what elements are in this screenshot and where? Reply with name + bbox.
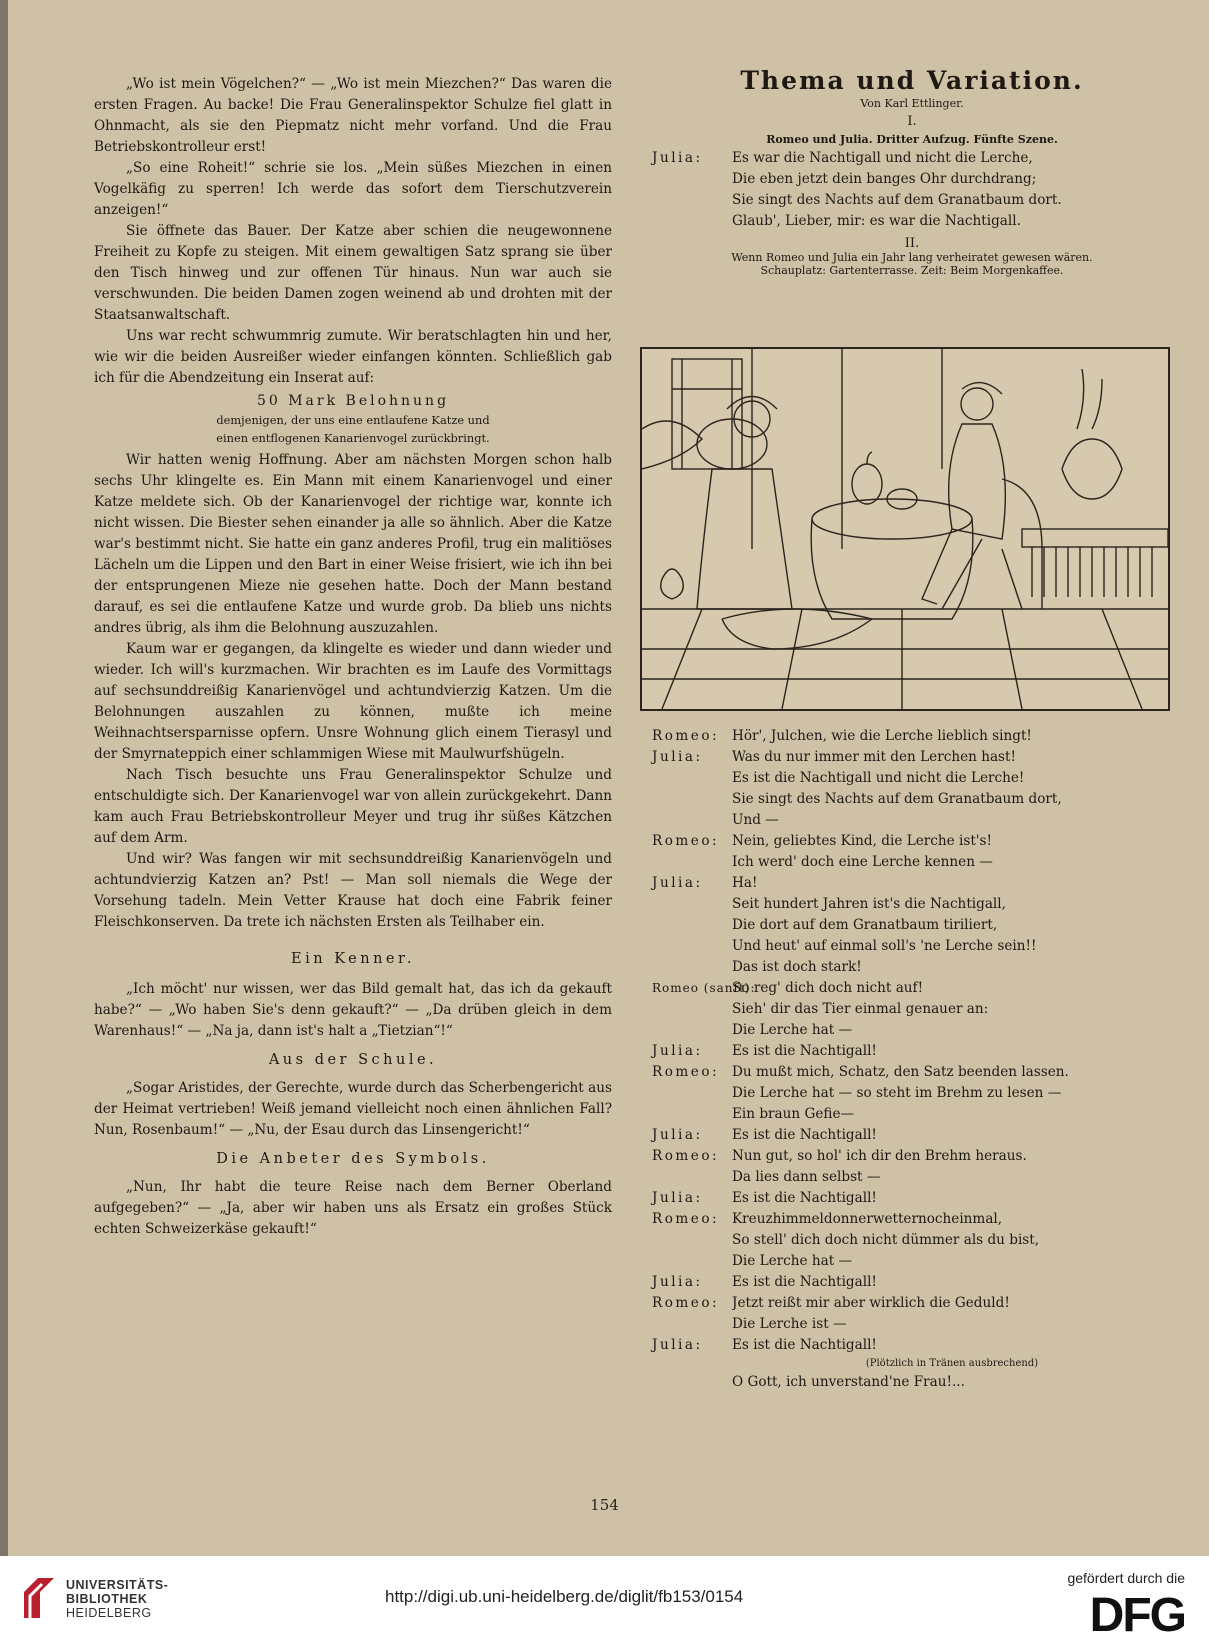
line-text: O Gott, ich unverstand'ne Frau!... — [732, 1374, 965, 1390]
line-text: Da lies dann selbst — — [732, 1169, 881, 1185]
line-text: Seit hundert Jahren ist's die Nachtigall, — [732, 896, 1006, 912]
paragraph: Uns war recht schwummrig zumute. Wir beratschlagten hin und her, wie wir die beiden Ausreißer wieder einfangen könnten. Schließlich gab ich für die Abendzeitung ein Inserat auf: — [94, 328, 612, 386]
dialog-line — [652, 1062, 1172, 1083]
dialog-line — [652, 894, 1172, 915]
line-text: Und heut' auf einmal soll's 'ne Lerche sein!! — [732, 938, 1037, 954]
scene-heading: Schauplatz: Gartenterrasse. Zeit: Beim Morgenkaffee. — [760, 264, 1064, 277]
line-text: Sie singt des Nachts auf dem Granatbaum dort, — [732, 791, 1062, 807]
line-text: Es ist die Nachtigall! — [732, 1127, 877, 1143]
line-text: Es ist die Nachtigall! — [732, 1043, 877, 1059]
dialog-line — [652, 831, 1172, 852]
speaker — [652, 789, 732, 810]
dialog-line — [652, 1188, 1172, 1209]
line-text: Es ist die Nachtigall! — [732, 1274, 877, 1290]
dialog-line — [652, 148, 1172, 169]
dialog-line — [652, 747, 1172, 768]
dialog-line — [652, 1209, 1172, 1230]
line-text: Ha! — [732, 875, 758, 891]
dialog-line — [652, 936, 1172, 957]
dialog-line — [652, 1104, 1172, 1125]
speaker — [652, 1230, 732, 1251]
line-text: Die Lerche hat — so steht im Brehm zu lesen — — [732, 1085, 1062, 1101]
dialog-line — [652, 957, 1172, 978]
part-number: I. — [907, 114, 917, 129]
speaker: Julia: — [652, 1043, 703, 1059]
speaker — [652, 852, 732, 873]
paragraph: Nach Tisch besuchte uns Frau Generalinspektor Schulze und entschuldigte sich. Der Kanarienvogel war von allein zurückgekehrt. Dann kam auch Frau Betriebskontrolleur Meyer und trug ihr süßes Kätzchen auf dem Arm. — [94, 767, 612, 846]
line-text: Es war die Nachtigall und nicht die Lerche, — [732, 150, 1033, 166]
line-text: Du mußt mich, Schatz, den Satz beenden lassen. — [732, 1064, 1069, 1080]
dialog-line — [652, 1230, 1172, 1251]
library-line: UNIVERSITÄTS- — [66, 1578, 169, 1592]
speaker — [652, 169, 732, 190]
speaker: Romeo: — [652, 728, 720, 744]
speaker — [652, 768, 732, 789]
dialog-line — [652, 915, 1172, 936]
dialog-line — [652, 768, 1172, 789]
line-text: So stell' dich doch nicht dümmer als du bist, — [732, 1232, 1040, 1248]
dialog-line — [652, 1251, 1172, 1272]
dialog-line — [652, 852, 1172, 873]
dialog-line — [652, 978, 1172, 999]
article-author: Von Karl Ettlinger. — [860, 97, 964, 110]
line-text: Jetzt reißt mir aber wirklich die Geduld! — [732, 1295, 1010, 1311]
paragraph: Kaum war er gegangen, da klingelte es wieder und dann wieder und wieder. Ich will's kurzmachen. Wir brachten es im Laufe des Vormittags auf sechsunddreißig Kanarienvögel und achtundvierzig Katzen. Um die Belohnungen auszahlen zu können, mußte ich meine Weihnachtsersparnisse opfern. Unsre Wohnung glich einem Tierasyl und der Smyrnateppich einer schlammigen Wiese mit Maulwurfshügeln. — [94, 641, 612, 762]
speaker — [652, 1167, 732, 1188]
scene-heading: Romeo und Julia. Dritter Aufzug. Fünfte Szene. — [766, 133, 1058, 146]
line-text: Was du nur immer mit den Lerchen hast! — [732, 749, 1016, 765]
speaker — [652, 1314, 732, 1335]
footer-bar — [0, 1556, 1209, 1644]
paragraph: Sie öffnete das Bauer. Der Katze aber schien die neugewonnene Freiheit zu Kopfe zu steigen. Mit einem gewaltigen Satz sprang sie über den Tisch hinweg und zur offenen Tür hinaus. Nun war auch sie verschwunden. Die beiden Damen zogen weinend ab und drohten mit der Staatsanwaltschaft. — [94, 223, 612, 323]
right-column-dialog — [652, 726, 1172, 1393]
line-text: Die Lerche hat — — [732, 1253, 853, 1269]
speaker: Julia: — [652, 1190, 703, 1206]
illustration-breakfast-scene — [640, 347, 1170, 711]
speaker: Julia: — [652, 1337, 703, 1353]
paragraph: „So eine Roheit!“ schrie sie los. „Mein süßes Miezchen in einen Vogelkäfig zu sperren! Ich werde das sofort dem Tierschutzverein anzeigen!“ — [94, 160, 612, 218]
dialog-line — [652, 1335, 1172, 1356]
stage-direction: (Plötzlich in Tränen ausbrechend) — [865, 1358, 1039, 1369]
line-text: Sieh' dir das Tier einmal genauer an: — [732, 1001, 989, 1017]
line-text: Es ist die Nachtigall und nicht die Lerche! — [732, 770, 1025, 786]
speaker: Julia: — [652, 749, 703, 765]
library-name — [66, 1578, 168, 1620]
ad-line: demjenigen, der uns eine entlaufene Katze und — [216, 413, 490, 427]
speaker: Julia: — [652, 1274, 703, 1290]
line-text: Es ist die Nachtigall! — [732, 1190, 877, 1206]
section-title-kenner: Ein Kenner. — [291, 951, 415, 967]
right-column — [652, 66, 1172, 277]
line-text: Die eben jetzt dein banges Ohr durchdrang; — [732, 171, 1037, 187]
section-title-schule: Aus der Schule. — [268, 1052, 438, 1068]
speaker — [652, 190, 732, 211]
university-logo-icon — [20, 1572, 58, 1622]
dialog-line — [652, 726, 1172, 747]
line-text: Nun gut, so hol' ich dir den Brehm heraus. — [732, 1148, 1027, 1164]
line-text: Und — — [732, 812, 779, 828]
line-text: So reg' dich doch nicht auf! — [732, 980, 924, 996]
speaker — [652, 1372, 732, 1393]
paragraph: Wir hatten wenig Hoffnung. Aber am nächsten Morgen schon halb sechs Uhr klingelte es. Ein Mann mit einem Kanarienvogel und einer Katze meldete sich. Ob der Kanarienvogel der richtige war, konnte ich nicht wissen. Die Biester sehen einander ja alle so ähnlich. Aber die Katze war's bestimmt nicht. Sie hatte ein ganz anderes Profil, trug ein malitiöses Lächeln um die Lippen und den Bart in einer Weise frisiert, wie ich ihn bei der entsprungenen Mieze nie gesehen hatte. Doch der Mann bestand darauf, es sei die entlaufene Katze und wurde grob. Da blieb uns nichts andres übrig, als ihm die Belohnung auszuzahlen. — [94, 452, 612, 636]
dialog-line — [652, 169, 1172, 190]
library-line: BIBLIOTHEK — [66, 1592, 148, 1606]
dialog-line — [652, 190, 1172, 211]
speaker — [652, 957, 732, 978]
line-text: Hör', Julchen, wie die Lerche lieblich singt! — [732, 728, 1032, 744]
speaker: Romeo: — [652, 1295, 720, 1311]
speaker: Romeo: — [652, 1211, 720, 1227]
line-text: Kreuzhimmeldonnerwetternocheinmal, — [732, 1211, 1003, 1227]
dialog-line — [652, 873, 1172, 894]
article-title: Thema und Variation. — [740, 66, 1084, 95]
section-title-symbol: Die Anbeter des Symbols. — [216, 1151, 490, 1167]
line-text: Das ist doch stark! — [732, 959, 862, 975]
dialog-line — [652, 1083, 1172, 1104]
ad-line: einen entflogenen Kanarienvogel zurückbringt. — [216, 431, 490, 445]
dialog-line — [652, 1293, 1172, 1314]
line-text: Die dort auf dem Granatbaum tiriliert, — [732, 917, 998, 933]
dialog-line — [652, 999, 1172, 1020]
ad-title: 50 Mark Belohnung — [256, 393, 450, 409]
dialog-block-2 — [652, 726, 1172, 1356]
dialog-line — [652, 1125, 1172, 1146]
line-text: Sie singt des Nachts auf dem Granatbaum dort. — [732, 192, 1062, 208]
speaker — [652, 810, 732, 831]
dialog-block-1 — [652, 148, 1172, 232]
speaker — [652, 1251, 732, 1272]
dialog-line — [652, 1020, 1172, 1041]
paragraph: Und wir? Was fangen wir mit sechsunddreißig Kanarienvögeln und achtundvierzig Katzen an? Pst! — Man soll niemals die Wege der Vorsehung tadeln. Mein Vetter Krause hat doch eine Fabrik feiner Fleischkonserven. Da trete ich nächsten Ersten als Teilhaber ein. — [94, 851, 612, 930]
paragraph: „Wo ist mein Vögelchen?“ — „Wo ist mein Miezchen?“ Das waren die ersten Fragen. Au backe! Die Frau Generalinspektor Schulze fiel glatt in Ohnmacht, als sie den Piepmatz nicht mehr vorfand. Und die Frau Betriebskontrolleur erst! — [94, 76, 612, 155]
dfg-logo: DFG — [1089, 1589, 1185, 1642]
speaker: Romeo: — [652, 833, 720, 849]
part-number: II. — [904, 236, 920, 251]
paragraph: „Nun, Ihr habt die teure Reise nach dem Berner Oberland aufgegeben?“ — „Ja, aber wir haben uns als Ersatz ein großes Stück echten Schweizerkäse gekauft!“ — [94, 1179, 612, 1237]
line-text: Ich werd' doch eine Lerche kennen — — [732, 854, 993, 870]
left-column — [94, 74, 612, 1240]
dialog-line — [652, 1314, 1172, 1335]
dialog-line — [652, 1372, 1172, 1393]
speaker: Julia: — [652, 875, 703, 891]
paragraph: „Ich möcht' nur wissen, wer das Bild gemalt hat, das ich da gekauft habe?“ — „Wo haben Sie's denn gekauft?“ — „Da drüben gleich in dem Warenhaus!“ — „Na ja, dann ist's halt a „Tietzian“!“ — [94, 981, 612, 1039]
speaker: Romeo: — [652, 1064, 720, 1080]
speaker — [652, 894, 732, 915]
speaker — [652, 1020, 732, 1041]
speaker — [652, 211, 732, 232]
scene-heading: Wenn Romeo und Julia ein Jahr lang verheiratet gewesen wären. — [731, 251, 1093, 264]
speaker: Julia: — [652, 150, 703, 166]
line-text: Es ist die Nachtigall! — [732, 1337, 877, 1353]
speaker — [652, 1083, 732, 1104]
line-text: Die Lerche ist — — [732, 1316, 847, 1332]
dialog-line — [652, 789, 1172, 810]
speaker: Romeo (sanft): — [652, 981, 756, 995]
dialog-line — [652, 1167, 1172, 1188]
speaker — [652, 915, 732, 936]
permalink-url[interactable]: http://digi.ub.uni-heidelberg.de/diglit/fb153/0154 — [385, 1587, 744, 1606]
illustration-drawing — [642, 349, 1168, 709]
line-text: Die Lerche hat — — [732, 1022, 853, 1038]
dialog-line — [652, 1041, 1172, 1062]
dialog-line — [652, 810, 1172, 831]
line-text: Nein, geliebtes Kind, die Lerche ist's! — [732, 833, 992, 849]
dialog-line — [652, 211, 1172, 232]
paragraph: „Sogar Aristides, der Gerechte, wurde durch das Scherbengericht aus der Heimat vertrieben! Weiß jemand vielleicht noch einen ähnlichen Fall? Nun, Rosenbaum!“ — „Nu, der Esau durch das Linsengericht!“ — [94, 1080, 612, 1138]
line-text: Glaub', Lieber, mir: es war die Nachtigall. — [732, 213, 1021, 229]
funded-by-caption: gefördert durch die — [1067, 1570, 1185, 1586]
line-text: Ein braun Gefie— — [732, 1106, 855, 1122]
speaker: Romeo: — [652, 1148, 720, 1164]
dialog-line — [652, 1272, 1172, 1293]
speaker: Julia: — [652, 1127, 703, 1143]
speaker — [652, 999, 732, 1020]
speaker — [652, 1104, 732, 1125]
page-number: 154 — [590, 1496, 619, 1514]
library-line: HEIDELBERG — [66, 1606, 152, 1620]
speaker — [652, 936, 732, 957]
dialog-line — [652, 1146, 1172, 1167]
page-edge — [0, 0, 8, 1556]
